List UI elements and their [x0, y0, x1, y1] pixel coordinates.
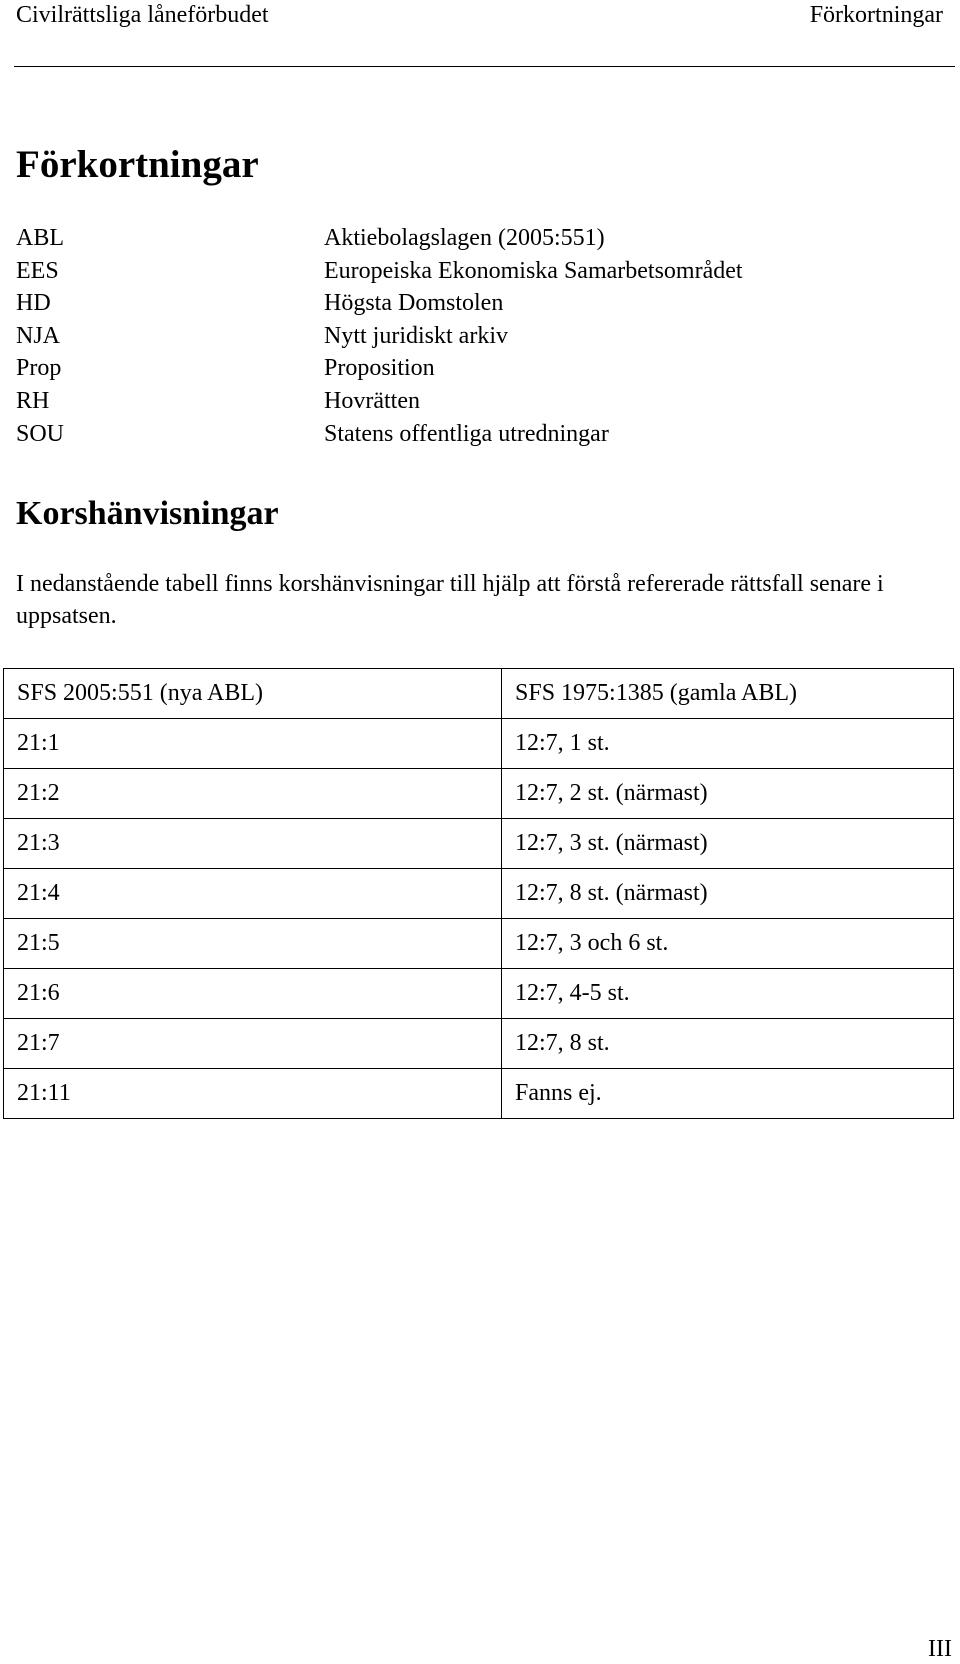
- abbreviation-meaning: Nytt juridiskt arkiv: [324, 322, 508, 349]
- table-row: [4, 919, 954, 969]
- abbreviation-row: [16, 385, 816, 418]
- abbreviation-row: [16, 352, 816, 385]
- abbreviation-meaning: Statens offentliga utredningar: [324, 420, 609, 447]
- table-cell-new: 21:6: [4, 969, 502, 1019]
- abbreviation-term: NJA: [16, 322, 61, 349]
- abbreviation-row: [16, 222, 816, 255]
- header-document-title: Civilrättsliga låneförbudet: [16, 2, 269, 28]
- table-cell-new: 21:4: [4, 869, 502, 919]
- abbreviation-term: RH: [16, 387, 50, 414]
- abbreviation-term: ABL: [16, 225, 64, 251]
- running-header: [14, 0, 955, 67]
- table-header-row: [4, 669, 954, 719]
- table-cell-new: 21:3: [4, 819, 502, 869]
- abbreviation-row: [16, 255, 816, 288]
- abbreviation-meaning: Proposition: [324, 355, 435, 382]
- abbreviation-row: [16, 287, 816, 320]
- column-header-new-abl: SFS 2005:551 (nya ABL): [4, 669, 502, 719]
- page-number: III: [928, 1636, 952, 1662]
- table-cell-new: 21:11: [4, 1069, 502, 1119]
- table-row: [4, 869, 954, 919]
- table-row: [4, 719, 954, 769]
- page-title: Förkortningar: [16, 143, 259, 186]
- column-header-old-abl: SFS 1975:1385 (gamla ABL): [502, 669, 954, 719]
- abbreviation-term: EES: [16, 257, 59, 284]
- abbreviation-term: Prop: [16, 355, 62, 382]
- table-cell-old: 12:7, 2 st. (närmast): [502, 769, 954, 819]
- table-cell-new: 21:2: [4, 769, 502, 819]
- abbreviation-meaning: Europeiska Ekonomiska Samarbetsområdet: [324, 257, 743, 284]
- table-cell-old: 12:7, 8 st.: [502, 1019, 954, 1069]
- table-row: [4, 969, 954, 1019]
- table-cell-old: 12:7, 1 st.: [502, 719, 954, 769]
- cross-reference-intro: I nedanstående tabell finns korshänvisningar till hjälp att förstå refererade rättsfall senare i uppsatsen.: [16, 571, 884, 629]
- table-row: [4, 1019, 954, 1069]
- table-cell-old: 12:7, 4-5 st.: [502, 969, 954, 1019]
- table-cell-old: 12:7, 3 st. (närmast): [502, 819, 954, 869]
- abbreviation-meaning: Aktiebolagslagen (2005:551): [324, 225, 605, 251]
- table-cell-old: 12:7, 8 st. (närmast): [502, 869, 954, 919]
- cross-reference-heading: Korshänvisningar: [16, 495, 279, 532]
- table-cell-old: Fanns ej.: [502, 1069, 954, 1119]
- abbreviation-row: [16, 418, 816, 451]
- table-cell-new: 21:7: [4, 1019, 502, 1069]
- abbreviation-meaning: Högsta Domstolen: [324, 290, 504, 317]
- table-row: [4, 819, 954, 869]
- table-cell-new: 21:5: [4, 919, 502, 969]
- abbreviation-list: [16, 222, 816, 450]
- header-section-title: Förkortningar: [809, 2, 943, 28]
- abbreviation-term: HD: [16, 290, 51, 317]
- abbreviation-row: [16, 320, 816, 353]
- table-row: [4, 1069, 954, 1119]
- table-cell-old: 12:7, 3 och 6 st.: [502, 919, 954, 969]
- abbreviation-meaning: Hovrätten: [324, 387, 420, 414]
- cross-reference-table: [3, 668, 954, 1119]
- table-cell-new: 21:1: [4, 719, 502, 769]
- table-row: [4, 769, 954, 819]
- abbreviation-term: SOU: [16, 420, 65, 447]
